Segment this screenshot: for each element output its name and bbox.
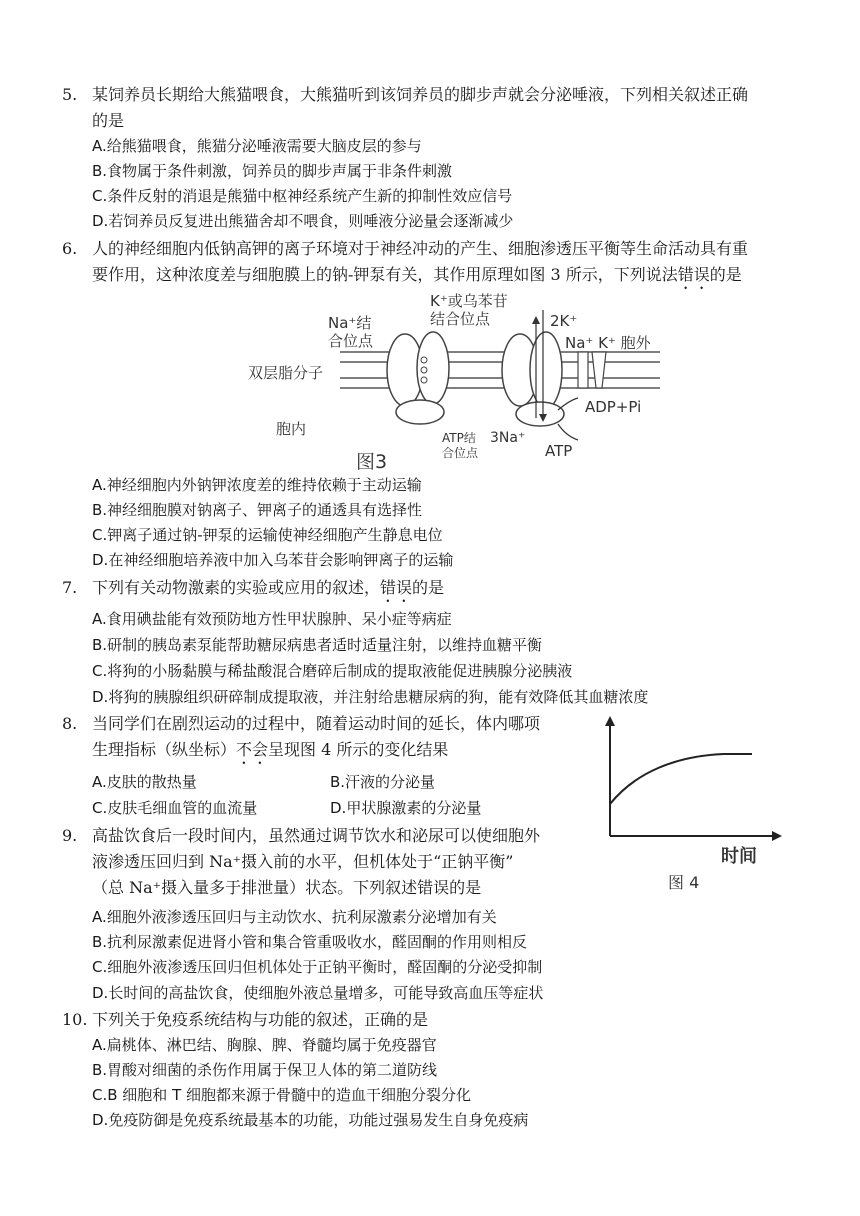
question-stem: 高盐饮食后一段时间内，虽然通过调节饮水和泌尿可以使细胞外 液渗透压回归到 Na⁺摄入前的水平，但机体处于“正钠平衡” （总 Na⁺摄入量多于排泄量）状态。下列叙述错误的是 <box>92 826 541 897</box>
question-6 <box>62 236 822 293</box>
option-c: C.钾离子通过钠-钾泵的运输使神经细胞产生静息电位 <box>92 526 443 544</box>
label-intracellular: 胞内 <box>276 420 307 438</box>
question-number: 5. <box>62 85 78 104</box>
option-d: D.若饲养员反复进出熊猫舍却不喂食，则唾液分泌量会逐渐减少 <box>92 212 514 230</box>
label-bilayer: 双层脂分子 <box>248 364 324 382</box>
option-d: D.长时间的高盐饮食，使细胞外液总量增多，可能导致高血压等症状 <box>92 984 544 1002</box>
option-d: D.免疫防御是免疫系统最基本的功能，功能过强易发生自身免疫病 <box>92 1111 529 1129</box>
question-stem: 下列有关动物激素的实验或应用的叙述，错误的是 <box>92 578 445 597</box>
label-2k: 2K⁺ <box>550 312 578 330</box>
option-b: B.胃酸对细菌的杀伤作用属于保卫人体的第二道防线 <box>92 1061 438 1079</box>
option-d: D.在神经细胞培养液中加入乌苯苷会影响钾离子的运输 <box>92 551 454 569</box>
svg-text:合位点: 合位点 <box>442 446 479 460</box>
option-a: A.细胞外液渗透压回归与主动饮水、抗利尿激素分泌增加有关 <box>92 908 497 926</box>
option-a: A.神经细胞内外钠钾浓度差的维持依赖于主动运输 <box>92 476 422 494</box>
label-extracellular: Na⁺ K⁺ 胞外 <box>565 334 651 352</box>
atp-binding-domain <box>396 400 444 424</box>
option-a: A.皮肤的散热量 <box>92 773 197 791</box>
label-atp-site: ATP结 <box>442 431 476 445</box>
question-7 <box>62 575 822 606</box>
question-number: 8. <box>62 714 78 733</box>
question-number: 6. <box>62 239 78 258</box>
question-number: 10. <box>62 1010 88 1029</box>
option-b: B.研制的胰岛素泵能帮助糖尿病患者适时适量注射，以维持血糖平衡 <box>92 636 543 654</box>
label-k-site: K⁺或乌苯苷 <box>430 292 508 310</box>
option-b: B.食物属于条件刺激，饲养员的脚步声属于非条件刺激 <box>92 162 453 180</box>
figure-4-curve <box>596 712 786 902</box>
question-10 <box>62 1007 822 1033</box>
option-a: A.食用碘盐能有效预防地方性甲状腺肿、呆小症等病症 <box>92 610 452 628</box>
figure-4-caption: 图 4 <box>668 873 700 892</box>
option-b: B.汗液的分泌量 <box>330 773 436 791</box>
option-b: B.神经细胞膜对钠离子、钾离子的通透具有选择性 <box>92 501 423 519</box>
x-axis-label: 时间 <box>721 846 757 867</box>
svg-text:合位点: 合位点 <box>328 332 374 350</box>
question-9 <box>62 823 602 901</box>
question-number: 7. <box>62 578 78 597</box>
option-d: D.将狗的胰腺组织研碎制成提取液，并注射给患糖尿病的狗，能有效降低其血糖浓度 <box>92 688 649 706</box>
question-stem: 人的神经细胞内低钠高钾的离子环境对于神经冲动的产生、细胞渗透压平衡等生命活动具有重 要作用，这种浓度差与细胞膜上的钠-钾泵有关，其作用原理如图 3 所示，下列说法错误的是 <box>92 239 749 284</box>
option-c: C.B 细胞和 T 细胞都来源于骨髓中的造血干细胞分裂分化 <box>92 1086 472 1104</box>
option-c: C.细胞外液渗透压回归但机体处于正钠平衡时，醛固酮的分泌受抑制 <box>92 958 543 976</box>
option-a: A.给熊猫喂食，熊猫分泌唾液需要大脑皮层的参与 <box>92 137 422 155</box>
option-c: C.条件反射的消退是熊猫中枢神经系统产生新的抑制性效应信号 <box>92 187 513 205</box>
question-stem: 当同学们在剧烈运动的过程中，随着运动时间的延长，体内哪项 生理指标（纵坐标）不会呈现图 4 所示的变化结果 <box>92 714 541 759</box>
option-d: D.甲状腺激素的分泌量 <box>330 799 482 817</box>
svg-text:结合位点: 结合位点 <box>430 310 491 328</box>
option-b: B.抗利尿激素促进肾小管和集合管重吸收水，醛固酮的作用则相反 <box>92 933 528 951</box>
sodium-channel <box>578 352 588 388</box>
question-stem: 某饲养员长期给大熊猫喂食，大熊猫听到该饲养员的脚步声就会分泌唾液，下列相关叙述正确 的是 <box>92 85 749 130</box>
question-5 <box>62 82 822 134</box>
figure-3-caption: 图3 <box>356 451 388 470</box>
figure-3-sodium-potassium-pump <box>240 290 660 470</box>
label-adp: ADP+Pi <box>585 398 642 416</box>
option-c: C.皮肤毛细血管的血流量 <box>92 799 258 817</box>
question-number: 9. <box>62 826 78 845</box>
data-curve <box>610 754 752 804</box>
y-axis-arrow-icon <box>605 716 615 726</box>
option-c: C.将狗的小肠黏膜与稀盐酸混合磨碎后制成的提取液能促进胰腺分泌胰液 <box>92 662 573 680</box>
x-axis-arrow-icon <box>772 831 782 841</box>
label-atp: ATP <box>545 442 573 460</box>
label-3na: 3Na⁺ <box>490 430 526 446</box>
pump-subunit <box>530 332 562 408</box>
label-na-site: Na⁺结 <box>328 314 372 332</box>
question-8 <box>62 711 602 768</box>
potassium-channel <box>592 352 606 388</box>
question-stem: 下列关于免疫系统结构与功能的叙述，正确的是 <box>92 1010 429 1029</box>
option-a: A.扁桃体、淋巴结、胸腺、脾、脊髓均属于免疫器官 <box>92 1036 437 1054</box>
